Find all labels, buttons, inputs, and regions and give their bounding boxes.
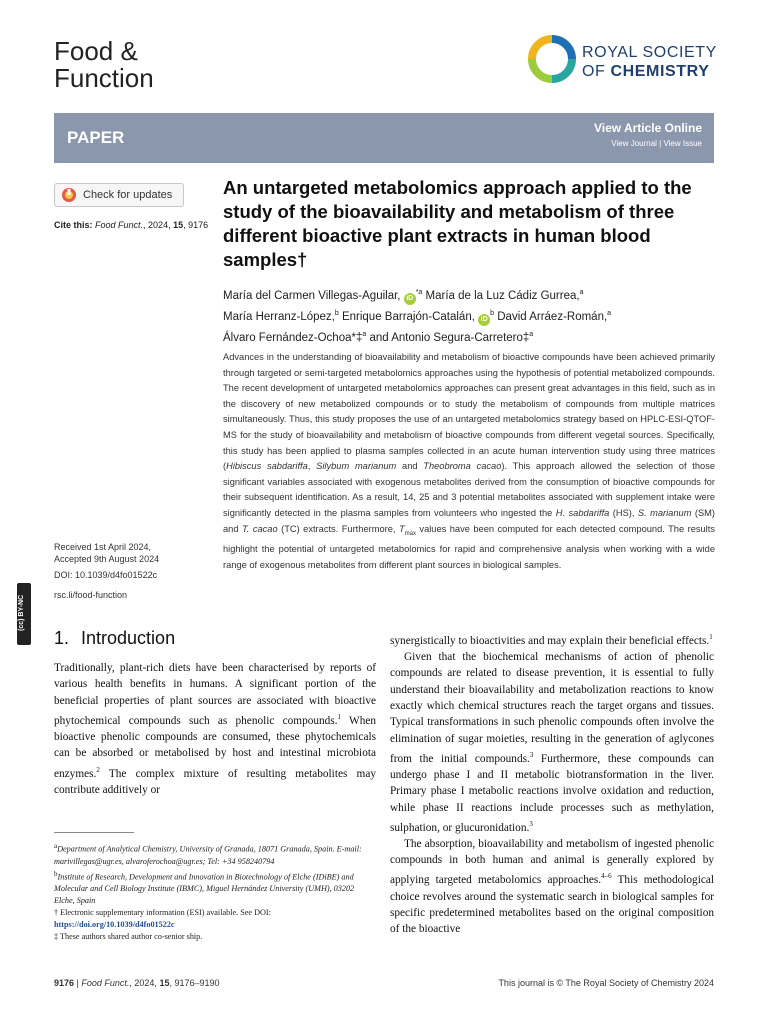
check-for-updates-button[interactable]	[54, 183, 184, 207]
footnote-rule	[54, 832, 134, 833]
rsc-logo-icon	[528, 35, 576, 83]
esi-doi-link[interactable]: https://doi.org/10.1039/d4fo01522c	[54, 920, 175, 930]
abstract: Advances in the understanding of bioavailability and metabolism of bioactive compounds have been achieved primarily through targeted or semi-targeted metabolomics approaches using the hypothesis of potential metabolized compounds. The recent development of untargeted metabolomics approaches can present great advantages in this field, such as in the discovery of new metabolized compounds or to study the metabolism of compounds from multiple matrices simultaneously. Thus, this study proposes the use of an untargeted metabolomics strategy based on HPLC-ESI-QTOF-MS for the study of bioavailability and metabolism of bioactive compounds from different vegetal sources. Specifically, this study has been applied to plasma samples collected in an acute human intervention study using three matrices (Hibiscus sabdariffa, Silybum marianum and Theobroma cacao). This approach allowed the selection of those significant variables associated with exogenous metabolites derived from the consumption of bioactive compounds for their subsequent identification. As a result, 14, 25 and 3 potential metabolites associated with supplement intake were significantly detected in the plasma samples from volunteers who ingested the H. sabdariffa (HS), S. marianum (SM) and T. cacao (TC) extracts. Furthermore, $T_{max}$ values have been computed for each detected compound. The results highlight the potential of untargeted metabolomics for rapid and comprehensive analysis when working with a wide range of exogenous metabolites from different plant sources in biological samples.	[223, 352, 716, 570]
doi[interactable]: DOI: 10.1039/d4fo01522c	[54, 570, 158, 580]
journal-link[interactable]: rsc.li/food-function	[54, 590, 128, 600]
cc-license-badge[interactable]: (cc) BY-NC	[17, 583, 31, 645]
citation: Cite this: Food Funct., 2024, 15, 9176	[54, 220, 209, 230]
rsc-logo[interactable]	[528, 35, 718, 85]
view-journal-issue-links[interactable]: View Journal | View Issue	[611, 139, 702, 148]
footnotes: $^a$Department of Analytical Chemistry, University of Granada, 18071 Granada, Spain. E-mail: marivillegas@ugr.es, alvaroferochoa@ugr.es; Tel: +34 958240794 $^b$Institute of Research, Development and Innovation in Biotechnology of Elche (IDiBE) and Molecular and Cell Biology Institute (IBMC), Miguel Hernández University (UMH), 03202 Elche, Spain † Electronic supplementary information (ESI) available. See DOI: https://doi.org/10.1039/d4fo01522c ‡ These authors shared author co-senior ship.	[54, 842, 362, 942]
page-footer-left: 9176 | Food Funct., 2024, 15, 9176–9190	[54, 978, 220, 988]
article-dates: Received 1st April 2024, Accepted 9th August 2024	[54, 542, 160, 564]
rsc-name-line1: ROYAL SOCIETY	[582, 44, 717, 61]
orcid-icon[interactable]: iD	[478, 314, 490, 326]
article-type-label: PAPER	[67, 128, 125, 147]
intro-left-column: Traditionally, plant-rich diets have been characterised by reports of various health benefits in humans. A significant portion of the beneficial properties of plant sources are associated with bioactive phytochemical compounds such as phenolic compounds.$^1$ When bioactive phenolic compounds are consumed, these phytochemicals can be absorbed or metabolised by host and intestinal microbiota enzymes.$^2$ The complex mixture of resulting metabolites may contribute additively or	[54, 662, 377, 796]
author-list: María del Carmen Villegas-Aguilar, $iD^{*a}$ María de la Luz Cádiz Gurrea,$^a$ María Herranz-López,$^b$ Enrique Barrajón-Catalán, $iD^b$ David Arráez-Román,$^a$ Álvaro Fernández-Ochoa*‡$^a$ and Antonio Segura-Carretero‡$^a$	[223, 289, 612, 344]
page-footer-right: This journal is © The Royal Society of Chemistry 2024	[498, 978, 714, 988]
journal-title: Food & Function	[54, 36, 154, 93]
intro-right-column: synergistically to bioactivities and may explain their beneficial effects.$^1$ Given that the biochemical mechanisms of action of phenolic compounds are related to disease prevention, it is essential to fully understand their bioavailability and metabolization reactions to know exactly which chemical structures reach the target organs and tissues. Typical transformations in such phenolic compounds often involve the elimination of sugar moieties, resulting in the generation of aglycones from the initial compounds.$^3$ Furthermore, these compounds can undergo phase I and II metabolic biotransformation in the liver. Primary phase I metabolic reactions involve oxidation and reduction, while phase II reactions include processes such as methylation, sulphation, or glucuronidation.$^3$ The absorption, bioavailability and metabolism of ingested phenolic compounds in both human and animal is generally explored by applying targeted metabolomics approaches.$^{4-6}$ This methodological choice revolves around the systematic search in biological samples for specific predetermined metabolites based on the original composition of the bioactive	[390, 633, 714, 936]
section-heading: 1. Introduction	[54, 628, 176, 648]
check-updates-icon	[61, 187, 77, 203]
view-article-online-link[interactable]: View Article Online	[593, 121, 702, 135]
orcid-icon[interactable]: iD	[404, 293, 416, 305]
article-type-banner	[54, 113, 714, 163]
rsc-name-line2: OF CHEMISTRY	[582, 63, 710, 80]
article-title: An untargeted metabolomics approach applied to the study of the bioavailability and metabolism of three different bioactive plant extracts in human blood samples†	[223, 177, 692, 270]
check-updates-label: Check for updates	[83, 189, 173, 201]
